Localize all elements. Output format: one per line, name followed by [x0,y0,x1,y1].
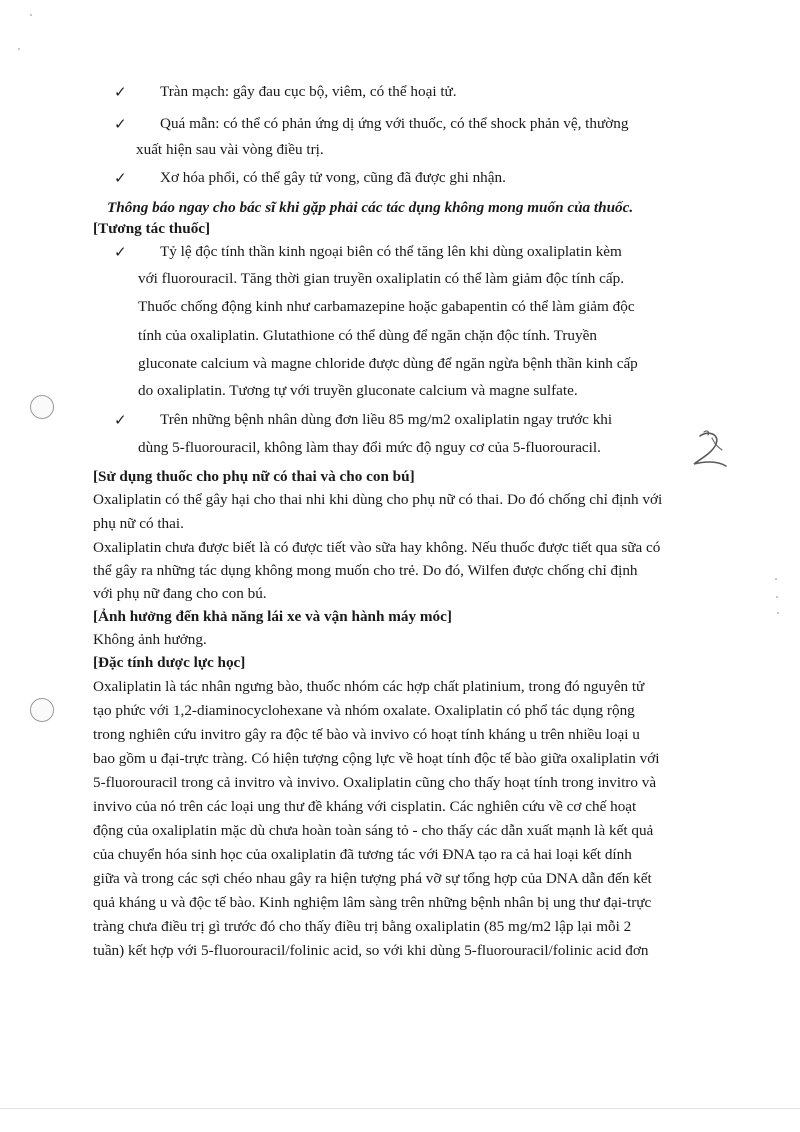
paragraph-line: invivo của nó trên các loại ung thư đề kháng với cisplatin. Các nghiên cứu về cơ chế hoạt [93,798,637,815]
paragraph-line: tạo phức với 1,2-diaminocyclohexane và nhóm oxalate. Oxaliplatin có phổ tác dụng rộng [93,702,635,719]
scan-edge [0,1108,800,1109]
bullet-line: Tràn mạch: gây đau cục bộ, viêm, có thể hoại tử. [160,83,457,100]
paragraph-line: Oxaliplatin là tác nhân ngưng bào, thuốc nhóm các hợp chất platinium, trong đó nguyên tử [93,678,645,695]
paragraph-line: 5-fluorouracil trong cả invitro và invivo. Oxaliplatin cũng cho thấy hoạt tính trong invitro và [93,774,657,791]
warning-notice: Thông báo ngay cho bác sĩ khi gặp phải các tác dụng không mong muốn của thuốc. [107,199,634,216]
bullet-line: Thuốc chống động kinh như carbamazepine hoặc gabapentin có thể làm giảm độc [138,298,635,315]
scan-speck [18,48,20,50]
bullet-line: Xơ hóa phổi, có thể gây tử vong, cũng đã được ghi nhận. [160,169,506,186]
paragraph-line: Không ảnh hưởng. [93,631,207,648]
bullet-line: Quá mẫn: có thể có phản ứng dị ứng với thuốc, có thể shock phản vệ, thường [160,115,629,132]
handwritten-initials-icon [686,428,732,478]
section-heading-pregnancy: [Sử dụng thuốc cho phụ nữ có thai và cho con bú] [93,468,415,485]
paragraph-line: bao gồm u đại-trực tràng. Có hiện tượng cộng lực về hoạt tính độc tế bào giữa oxaliplatin với [93,750,660,767]
scan-speck [30,14,32,16]
punch-hole-icon [30,698,54,722]
punch-hole-icon [30,395,54,419]
paragraph-line: giữa và trong các sợi chéo nhau gây ra hiện tượng phá vỡ sự tổng hợp của DNA dẫn đến kết [93,870,652,887]
bullet-line: do oxaliplatin. Tương tự với truyền gluconate calcium và magne sulfate. [138,382,578,399]
paragraph-line: quả kháng u và độc tế bào. Kinh nghiệm lâm sàng trên những bệnh nhân bị ung thư đại-trực [93,894,652,911]
paragraph-line: tuần) kết hợp với 5-fluorouracil/folinic acid, so với khi dùng 5-fluorouracil/folinic acid đơn [93,942,649,959]
paragraph-line: trong nghiên cứu invitro gây ra độc tế bào và invivo có hoạt tính kháng u trên nhiều loại u [93,726,640,743]
bullet-line: dùng 5-fluorouracil, không làm thay đổi mức độ nguy cơ của 5-fluorouracil. [138,439,601,456]
paragraph-line: với phụ nữ đang cho con bú. [93,585,267,602]
scan-speck [776,596,778,598]
scan-speck [775,578,777,580]
checkmark-icon: ✓ [114,243,127,261]
scan-speck [777,612,779,614]
bullet-line: Trên những bệnh nhân dùng đơn liều 85 mg/m2 oxaliplatin ngay trước khi [160,411,613,428]
bullet-line: tính của oxaliplatin. Glutathione có thể dùng để ngăn chặn độc tính. Truyền [138,327,597,344]
section-heading-interactions: [Tương tác thuốc] [93,220,211,237]
paragraph-line: của chuyển hóa sinh học của oxaliplatin đã tương tác với ĐNA tạo ra cả hai loại kết dính [93,846,632,863]
paragraph-line: Oxaliplatin có thể gây hại cho thai nhi khi dùng cho phụ nữ có thai. Do đó chống chỉ định với [93,491,663,508]
bullet-line: Tỷ lệ độc tính thần kinh ngoại biên có thể tăng lên khi dùng oxaliplatin kèm [160,243,622,260]
bullet-line: gluconate calcium và magne chloride được dùng để ngăn ngừa bệnh thần kinh cấp [138,355,638,372]
bullet-line: xuất hiện sau vài vòng điều trị. [136,141,324,158]
checkmark-icon: ✓ [114,115,127,133]
checkmark-icon: ✓ [114,411,127,429]
bullet-line: với fluorouracil. Tăng thời gian truyền oxaliplatin có thể làm giảm độc tính cấp. [138,270,625,287]
paragraph-line: động của oxaliplatin mặc dù chưa hoàn toàn sáng tỏ - cho thấy các dẫn xuất mạnh là kết quả [93,822,654,839]
paragraph-line: tràng chưa điều trị gì trước đó cho thấy điều trị bằng oxaliplatin (85 mg/m2 lập lại mỗi 2 [93,918,632,935]
paragraph-line: thể gây ra những tác dụng không mong muốn cho trẻ. Do đó, Wilfen được chống chỉ định [93,562,638,579]
checkmark-icon: ✓ [114,169,127,187]
section-heading-pharmacodynamics: [Đặc tính dược lực học] [93,654,246,671]
paragraph-line: Oxaliplatin chưa được biết là có được tiết vào sữa hay không. Nếu thuốc được tiết qua sữa có [93,539,661,556]
section-heading-driving: [Ảnh hưởng đến khả năng lái xe và vận hành máy móc] [93,608,452,625]
checkmark-icon: ✓ [114,83,127,101]
paragraph-line: phụ nữ có thai. [93,515,184,532]
